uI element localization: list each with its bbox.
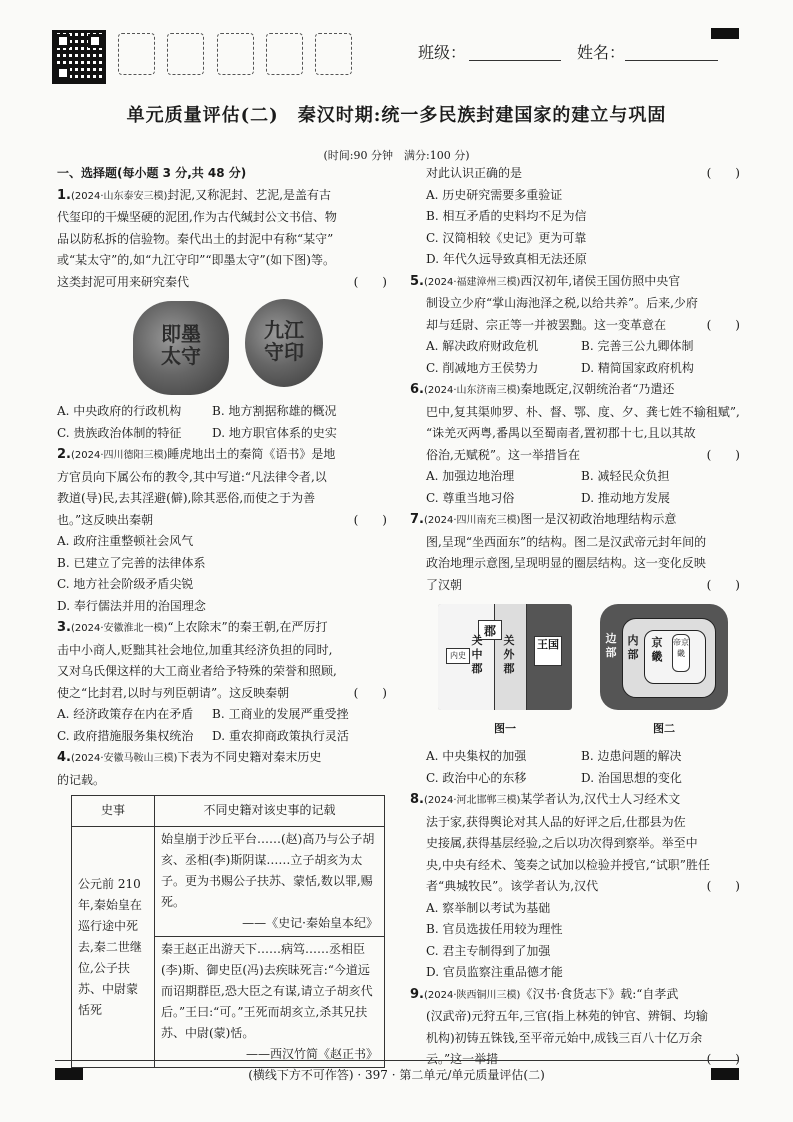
table-header: 史事 (72, 796, 155, 827)
table-cell-record: 秦王赵正出游天下……病笃……丞相臣(李)斯、御史臣(冯)去疾昧死言:“今道远而诏期群臣,恐大臣之有谋,请立子胡亥代后。”王曰:“可。”王死而胡亥立,杀其兄扶苏、中尉(蒙)恬。 ——西汉竹简《赵正书》 (155, 937, 385, 1068)
exam-time-info: (时间:90 分钟 满分:100 分) (323, 149, 470, 162)
option-b[interactable]: B. 减轻民众负担 (581, 469, 670, 483)
score-box[interactable] (266, 33, 303, 75)
option-d[interactable]: D. 地方职官体系的史实 (212, 425, 337, 440)
option-a[interactable]: A. 历史研究需要多重验证 (426, 187, 563, 202)
option-b[interactable]: B. 官员选拔任用较为理性 (426, 922, 563, 936)
score-box[interactable] (167, 33, 204, 75)
name-label: 姓名： (577, 43, 626, 62)
bianbu-label: 边部 (605, 632, 617, 659)
option-d[interactable]: D. 治国思想的变化 (581, 770, 682, 785)
guanzhong-label: 关中郡 (471, 634, 483, 675)
figure-1-diagram (438, 604, 572, 710)
corner-mark (711, 28, 739, 39)
option-b[interactable]: B. 已建立了完善的法律体系 (57, 555, 206, 570)
question-4-continued: 对此认识正确的是 ( ) A. 历史研究需要多重验证 B. 相互矛盾的史料均不足为信 C. 汉简相较《史记》更为可靠 D. 年代久远导致真相无法还原 (410, 163, 740, 271)
option-b[interactable]: B. 工商业的发展严重受挫 (212, 707, 349, 721)
option-c[interactable]: C. 汉简相较《史记》更为可靠 (426, 230, 587, 245)
figure-2-diagram (600, 604, 728, 710)
score-box[interactable] (217, 33, 254, 75)
class-label: 班级： (418, 43, 467, 62)
figure-2-caption: 图二 (653, 722, 675, 735)
page-footer: (横线下方不可作答) · 397 · 第二单元/单元质量评估(二) (248, 1068, 545, 1082)
table-header: 不同史籍对该史事的记载 (155, 796, 385, 827)
score-box[interactable] (118, 33, 155, 75)
option-d[interactable]: D. 奉行儒法并用的治国理念 (57, 598, 206, 613)
table-cell-record: 始皇崩于沙丘平台……(赵)高乃与公子胡亥、丞相(李)斯阴谋……立子胡亥为太子。更为书赐公子扶苏、蒙恬,数以罪,赐死。 ——《史记·秦始皇本纪》 (155, 827, 385, 937)
neishi-label: 内史 (446, 648, 470, 664)
left-column (57, 163, 387, 1068)
score-box[interactable] (315, 33, 352, 75)
question-9: 9.(2024·陕西铜川三模)《汉书·食货志下》载:“自孝武 (汉武帝)元狩五年,三官(指上林苑的钟官、辨铜、均输 机构)初铸五铢钱,至平帝元始中,成钱三百八十亿万余 云。”这一举措 ( ) (410, 986, 740, 1066)
wangguo-label: 王国 (534, 636, 562, 666)
question-1: 1.(2024·山东泰安三模)封泥,又称泥封、艺泥,是盖有古 代玺印的干燥坚硬的泥团,作为古代缄封公文书信、物 品以防私拆的信验物。秦代出土的封泥中有称“某守” 或“某太守”的,如“九江守印”“即墨太守”(如下图)等。 这类封泥可用来研究秦代 ( ) 即墨 太守 九江 守印 A. 中央政府的行政机构 B. 地方割据称雄的概况 C. 贵族政治体制的特征 D. 地方职官体系的史实 (57, 185, 387, 445)
question-7: 7.(2024·四川南充三模)图一是汉初政治地理结构示意 图,呈现“坐西面东”的结构。图二是汉武帝元封年间的 政治地理示意图,呈现明显的圈层结构。这一变化反映 了汉朝 ( ) 郡 内史 关中郡 关外郡 王国 图一 边部 内部 京畿 帝京畿 图二 A. 中央集权的加强 B. 边患问题的解决 C. 政治中心的东移 D. 治国思想的变化 (410, 509, 740, 789)
option-a[interactable]: A. 解决政府财政危机 (426, 339, 539, 353)
right-column (410, 163, 740, 1071)
option-a[interactable]: A. 经济政策存在内在矛盾 (57, 707, 194, 721)
option-c[interactable]: C. 削减地方王侯势力 (426, 360, 539, 375)
option-c[interactable]: C. 政府措施服务集权统治 (57, 728, 194, 743)
option-c[interactable]: C. 尊重当地习俗 (426, 490, 515, 505)
jun-label: 郡 (478, 620, 502, 640)
question-3: 3.(2024·安徽淮北一模)“上农除末”的秦王朝,在严厉打 击中小商人,贬黜其社会地位,加重其经济负担的同时, 又对乌氏倮这样的大工商业者给予特殊的荣誉和照顾, 使之“比封君,以时与列臣朝请”。这反映秦朝 ( ) A. 经济政策存在内在矛盾 B. 工商业的发展严重受挫 C. 政府措施服务集权统治 D. 重农抑商政策执行灵活 (57, 617, 387, 747)
option-d[interactable]: D. 重农抑商政策执行灵活 (212, 728, 349, 743)
option-a[interactable]: A. 加强边地治理 (426, 469, 515, 483)
option-c[interactable]: C. 政治中心的东移 (426, 770, 527, 785)
option-b[interactable]: B. 相互矛盾的史料均不足为信 (426, 209, 587, 223)
qr-code (52, 30, 106, 84)
jingji-label: 京畿 (651, 636, 663, 663)
option-b[interactable]: B. 地方割据称雄的概况 (212, 404, 337, 418)
seal-jimo-image: 即墨 太守 (133, 301, 229, 395)
option-a[interactable]: A. 中央集权的加强 (426, 749, 527, 763)
seal-images (57, 293, 387, 401)
question-4: 4.(2024·安徽马鞍山三模)下表为不同史籍对秦末历史 的记载。 史事 不同史籍对该史事的记载 公元前 210 年,秦始皇在巡行途中死去,秦二世继位,公子扶苏、中尉蒙恬死 始皇崩于沙丘平台……(赵)高乃与公子胡亥、丞相(李)斯阴谋……立子胡亥为太子。更为书赐公子扶苏、蒙恬,数以罪,赐死。 ——《史记·秦始皇本纪》 秦王赵正出游天下……病笃……丞相臣(李)斯、御史臣(冯)去疾昧死言:“今道远而诏期群臣,恐大臣之有谋,请立子胡亥代后。”王曰:“可。”王死而胡亥立,杀其兄扶苏、中尉(蒙)恬。 ——西汉竹简《赵正书》 (57, 747, 387, 1068)
question-2: 2.(2024·四川德阳三模)睡虎地出土的秦简《语书》是地 方官员向下属公布的教令,其中写道:“凡法律令者,以 教道(导)民,去其淫避(僻),除其恶俗,而使之于为善 也。”这反映出秦朝 ( ) A. 政府注重整顿社会风气 B. 已建立了完善的法律体系 C. 地方社会阶级矛盾尖锐 D. 奉行儒法并用的治国理念 (57, 444, 387, 617)
option-c[interactable]: C. 君主专制得到了加强 (426, 943, 551, 958)
class-field[interactable] (469, 60, 561, 61)
question-8: 8.(2024·河北邯郸三模)某学者认为,汉代士人习经术文 法于家,获得舆论对其人品的好评之后,仕郡县为佐 史接属,获得基层经验,之后以功次得到察举。举至中 央,中央有经术、笺奏之试加以检验并授官,“试职”胜任 者“典城牧民”。该学者认为,汉代 ( ) A. 察举制以考试为基础 B. 官员选拔任用较为理性 C. 君主专制得到了加强 D. 官员监察注重品德才能 (410, 789, 740, 984)
option-c[interactable]: C. 贵族政治体制的特征 (57, 425, 182, 440)
section-heading: 一、选择题(每小题 3 分,共 48 分) (57, 166, 247, 180)
question-5: 5.(2024·福建漳州三模)西汉初年,诸侯王国仿照中央官 制设立少府“掌山海池泽之税,以给共养”。后来,少府 却与廷尉、宗正等一并被罢黜。这一变革意在 ( ) A. 解决政府财政危机 B. 完善三公九卿体制 C. 削减地方王侯势力 D. 精简国家政府机构 (410, 271, 740, 380)
table-cell-event: 公元前 210 年,秦始皇在巡行途中死去,秦二世继位,公子扶苏、中尉蒙恬死 (72, 827, 155, 1068)
option-d[interactable]: D. 推动地方发展 (581, 490, 670, 505)
neibu-label: 内部 (627, 634, 639, 661)
option-a[interactable]: A. 政府注重整顿社会风气 (57, 534, 194, 548)
option-d[interactable]: D. 年代久远导致真相无法还原 (426, 252, 587, 266)
history-table (71, 795, 385, 1068)
page-title: 单元质量评估(二) 秦汉时期:统一多民族封建国家的建立与巩固 (126, 105, 667, 126)
guanwai-label: 关外郡 (503, 634, 515, 675)
option-b[interactable]: B. 完善三公九卿体制 (581, 339, 694, 353)
political-diagrams (410, 596, 740, 746)
question-6: 6.(2024·山东济南三模)秦地既定,汉朝统治者“乃遣还 巴中,复其渠帅罗、朴、督、鄂、度、夕、龚七姓不输租赋”, “诛羌灭两粤,番禺以至蜀南者,置初郡十七,且以其故 俗治,无赋税”。这一举措旨在 ( ) A. 加强边地治理 B. 减轻民众负担 C. 尊重当地习俗 D. 推动地方发展 (410, 379, 740, 509)
option-b[interactable]: B. 边患问题的解决 (581, 749, 682, 763)
option-a[interactable]: A. 察举制以考试为基础 (426, 900, 551, 915)
capital-label: 帝京畿 (672, 634, 690, 672)
option-d[interactable]: D. 精简国家政府机构 (581, 360, 694, 375)
option-a[interactable]: A. 中央政府的行政机构 (57, 404, 182, 418)
footer-rule (55, 1060, 739, 1061)
name-field[interactable] (625, 60, 718, 61)
figure-1-caption: 图一 (494, 722, 516, 735)
option-c[interactable]: C. 地方社会阶级矛盾尖锐 (57, 577, 194, 591)
option-d[interactable]: D. 官员监察注重品德才能 (426, 965, 563, 979)
seal-jiujiang-image: 九江 守印 (245, 299, 323, 387)
